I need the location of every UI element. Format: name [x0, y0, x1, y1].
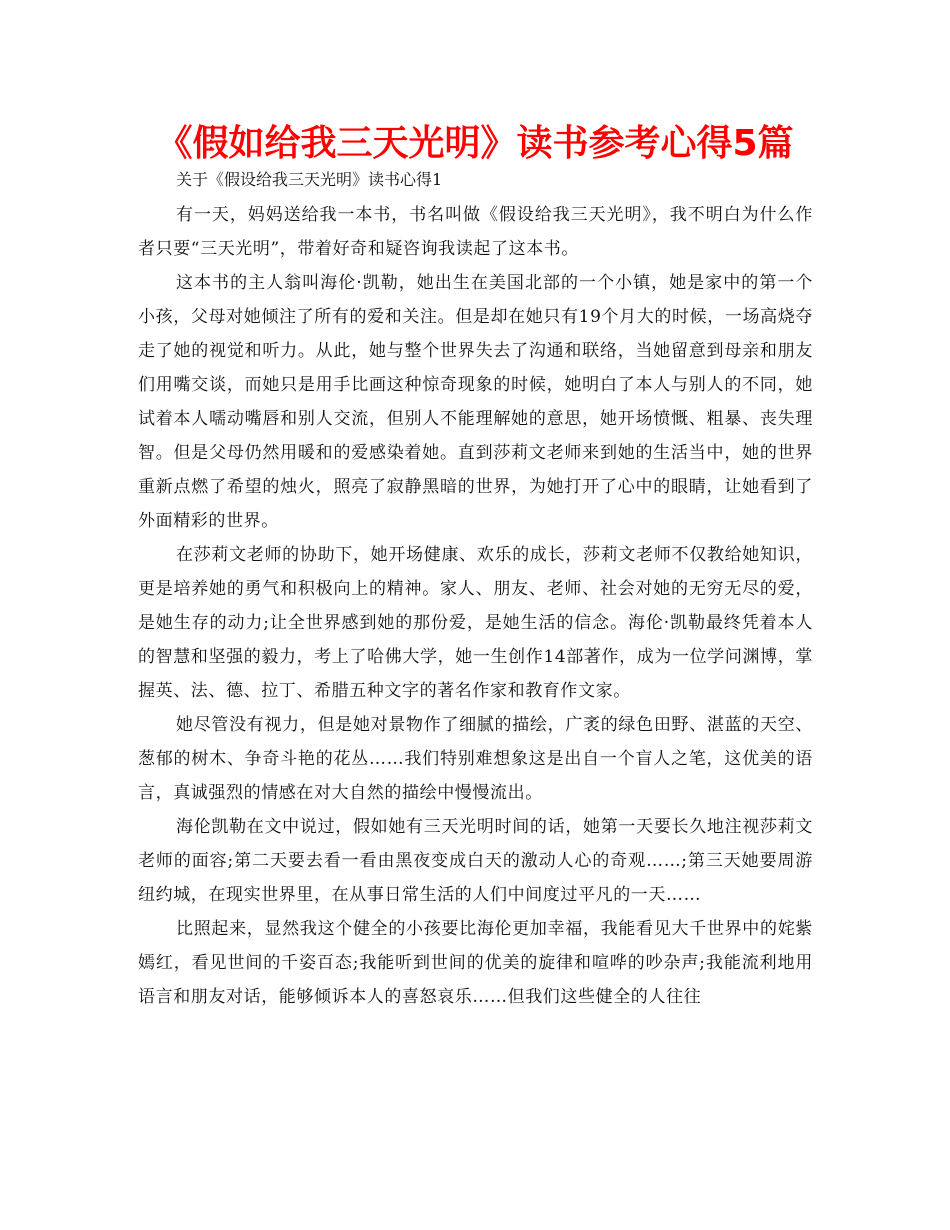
paragraph-4: 她尽管没有视力，但是她对景物作了细腻的描绘，广袤的绿色田野、湛蓝的天空、葱郁的树木、争奇斗艳的花丛……我们特别难想象这是出自一个盲人之笔，这优美的语言，真诚强烈的情感在对大自然的描绘中慢慢流出。	[138, 715, 813, 803]
paragraph-3: 在莎莉文老师的协助下，她开场健康、欢乐的成长，莎莉文老师不仅教给她知识，更是培养她的勇气和积极向上的精神。家人、朋友、老师、社会对她的无穷无尽的爱，是她生存的动力;让全世界感到她的那份爱，是她生活的信念。海伦·凯勒最终凭着本人的智慧和坚强的毅力，考上了哈佛大学，她一生创作14部著作，成为一位学问渊博，掌握英、法、德、拉丁、希腊五种文字的著名作家和教育作文家。	[138, 545, 813, 701]
paragraph-6: 比照起来，显然我这个健全的小孩要比海伦更加幸福，我能看见大千世界中的姹紫嫣红，看见世间的千姿百态;我能听到世间的优美的旋律和喧哗的吵杂声;我能流利地用语言和朋友对话，能够倾诉本人的喜怒哀乐……但我们这些健全的人往往	[138, 919, 813, 1007]
document-body	[138, 166, 813, 1014]
section-subtitle: 关于《假设给我三天光明》读书心得1	[176, 170, 443, 189]
page-title: 《假如给我三天光明》读书参考心得5篇	[156, 123, 794, 164]
paragraph-2: 这本书的主人翁叫海伦·凯勒，她出生在美国北部的一个小镇，她是家中的第一个小孩，父母对她倾注了所有的爱和关注。但是却在她只有19个月大的时候，一场高烧夺走了她的视觉和听力。从此，她与整个世界失去了沟通和联络，当她留意到母亲和朋友们用嘴交谈，而她只是用手比画这种惊奇现象的时候，她明白了本人与别人的不同，她试着本人嚅动嘴唇和别人交流，但别人不能理解她的意思，她开场愤慨、粗暴、丧失理智。但是父母仍然用暖和的爱感染着她。直到莎莉文老师来到她的生活当中，她的世界重新点燃了希望的烛火，照亮了寂静黑暗的世界，为她打开了心中的眼睛，让她看到了外面精彩的世界。	[138, 273, 813, 531]
paragraph-5: 海伦凯勒在文中说过，假如她有三天光明时间的话，她第一天要长久地注视莎莉文老师的面容;第二天要去看一看由黑夜变成白天的激动人心的奇观……;第三天她要周游纽约城，在现实世界里，在从事日常生活的人们中间度过平凡的一天……	[138, 817, 813, 905]
paragraph-1: 有一天，妈妈送给我一本书，书名叫做《假设给我三天光明》，我不明白为什么作者只要“三天光明”，带着好奇和疑咨询我读起了这本书。	[138, 205, 813, 259]
